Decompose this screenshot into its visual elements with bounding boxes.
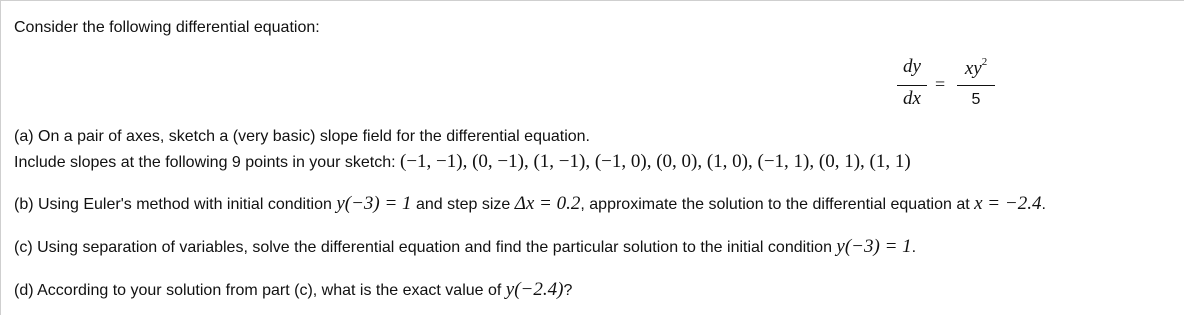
part-b-text-4: . [1041,196,1046,213]
lhs-fraction-bar [897,85,927,86]
part-b-text-1: (b) Using Euler's method with initial condition [14,196,337,213]
part-c-initial-condition: y(−3) = 1 [836,236,912,257]
part-b-step-size: Δx = 0.2 [514,193,581,214]
part-b-text [14,194,1046,215]
lhs-denominator: dx [903,88,921,109]
part-b-text-3: , approximate the solution to the differential equation at [580,196,975,213]
part-a-line1: (a) On a pair of axes, sketch a (very basic) slope field for the differential equation. [14,128,590,145]
part-a-line2 [14,152,911,173]
part-d-text-2: ? [563,282,573,299]
intro-text: Consider the following differential equation: [14,19,320,36]
part-c-text-1: (c) Using separation of variables, solve the differential equation and find the particular solution to the initial condition [14,239,837,256]
part-d-text [14,280,572,301]
rhs-numerator-exponent: 2 [981,56,988,68]
rhs-numerator [957,56,995,80]
rhs-denominator: 5 [971,91,981,108]
part-a-points: (−1, −1), (0, −1), (1, −1), (−1, 0), (0, 0), (1, 0), (−1, 1), (0, 1), (1, 1) [400,151,911,172]
part-d-expression: y(−2.4) [505,279,564,300]
rhs-numerator-base: xy [964,58,982,79]
part-d-text-1: (d) According to your solution from part (c), what is the exact value of [14,282,506,299]
part-b-initial-condition: y(−3) = 1 [336,193,412,214]
rhs-fraction-bar [957,85,995,86]
part-c-text-2: . [911,239,917,256]
equals-sign: = [935,74,946,94]
part-b-text-2: and step size [411,196,515,213]
part-b-x-value: x = −2.4 [974,193,1042,214]
lhs-numerator: dy [903,56,921,77]
part-a-points-intro: Include slopes at the following 9 points in your sketch: [14,154,400,171]
differential-equation [897,56,997,112]
part-c-text [14,237,916,258]
